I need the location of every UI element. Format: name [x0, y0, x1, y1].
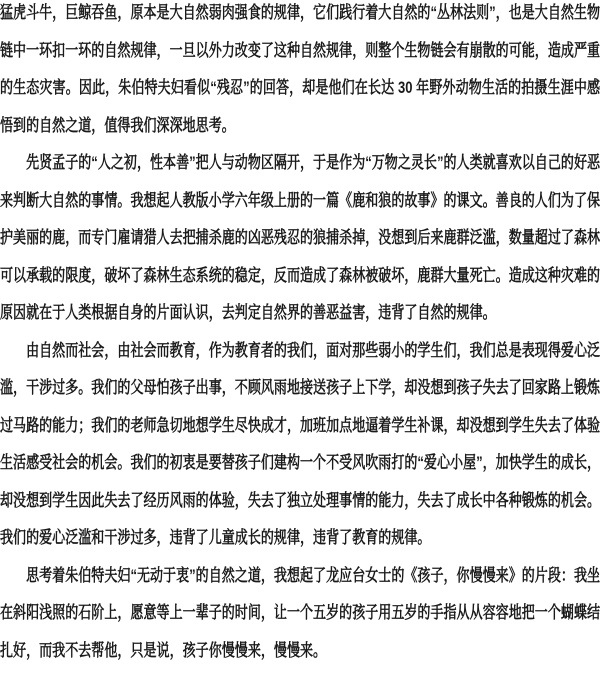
paragraph-child-take-your-time: 思考着朱伯特夫妇“无动于衷”的自然之道，我想起了龙应台女士的《孩子，你慢慢来》的片段：我坐在斜阳浅照的石阶上，愿意等上一辈子的时间，让一个五岁的孩子用五岁的手指从从容容地把一个蝴蝶结扎好，而我不去帮他，只是说，孩子你慢慢来，慢慢来。 [0, 565, 600, 660]
paragraph-education-over-intervention: 由自然而社会，由社会而教育，作为教育者的我们，面对那些弱小的学生们，我们总是表现得爱心泛滥，干涉过多。我们的父母怕孩子出事，不顾风雨地接送孩子上下学，却没想到孩子失去了回家路上锻炼过马路的能力；我们的老师急切地想学生尽快成才，加班加点地逼着学生补课，却没想到学生失去了体验生活感受社会的机会。我们的初衷是要替孩子们建构一个不受风吹雨打的“爱心小屋”，加快学生的成长，却没想到学生因此失去了经历风雨的体验，失去了独立处理事情的能力，失去了成长中各种锻炼的机会。我们的爱心泛滥和干涉过多，违背了儿童成长的规律，违背了教育的规律。 [0, 340, 600, 547]
paragraph-deer-and-wolf: 先贤孟子的“人之初，性本善”把人与动物区隔开，于是作为“万物之灵长”的人类就喜欢以自己的好恶来判断大自然的事情。我想起人教版小学六年级上册的一篇《鹿和狼的故事》的课文。善良的人们为了保护美丽的鹿，而专门雇请猎人去把捕杀鹿的凶恶残忍的狼捕杀掉，没想到后来鹿群泛滥，数量超过了森林可以承载的限度，破坏了森林生态系统的稳定，反而造成了森林被破坏，鹿群大量死亡。造成这种灾难的原因就在于人类根据自身的片面认识，去判定自然界的善恶益害，违背了自然的规律。 [0, 153, 600, 322]
paragraph-nature-law: 猛虎斗牛，巨鲸吞鱼，原本是大自然弱肉强食的规律，它们践行着大自然的“丛林法则”，也是大自然生物链中一环扣一环的自然规律，一旦以外力改变了这种自然规律，则整个生物链会有崩散的可能，造成严重的生态灾害。因此，朱伯特夫妇看似“残忍”的回答，却是他们在长达 30 年野外动物生活的拍摄生涯中感悟到的自然之道，值得我们深深地思考。 [0, 3, 600, 135]
